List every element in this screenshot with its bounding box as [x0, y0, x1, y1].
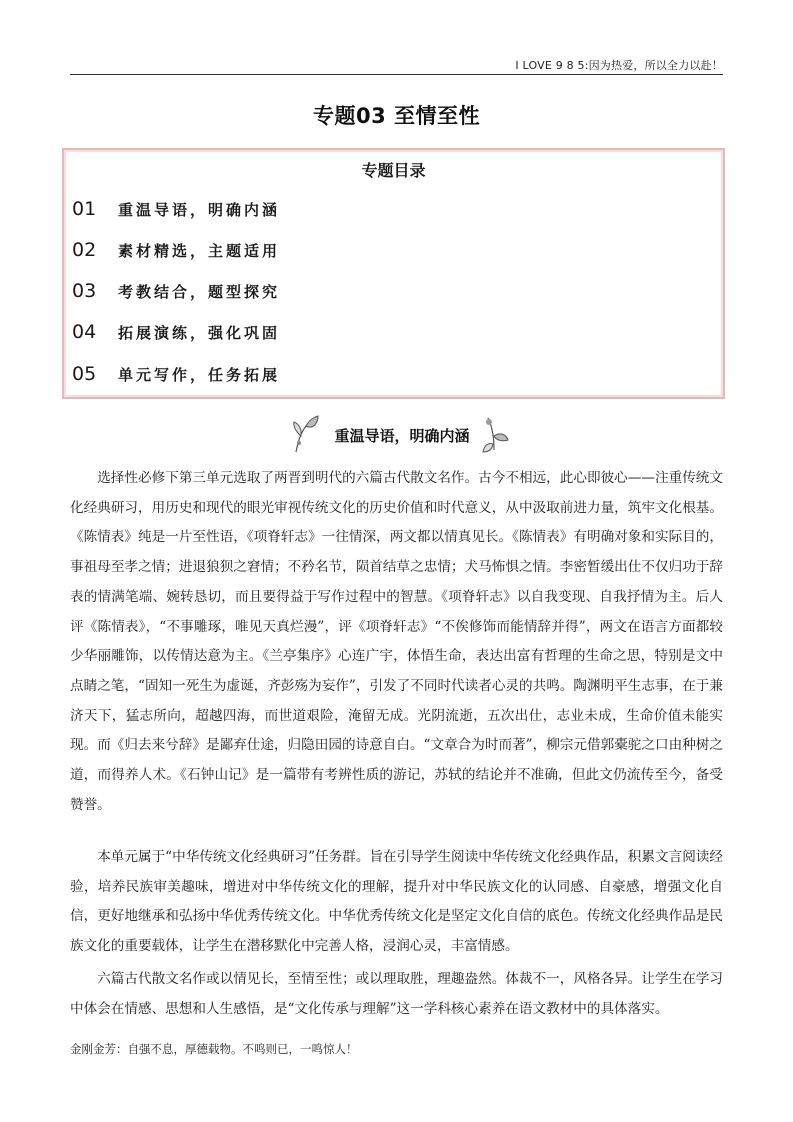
toc-box: [62, 148, 725, 399]
toc-item-number: 05: [72, 363, 97, 385]
header-motto: I LOVE 9 8 5:因为热爱，所以全力以赴！: [515, 59, 723, 72]
toc-item-number: 04: [72, 321, 97, 343]
toc-item-label: 考教结合，题型探究: [118, 282, 281, 301]
leaf-flower-icon: [290, 412, 320, 456]
body-paragraph-2: 本单元属于“中华传统文化经典研习”任务群。旨在引导学生阅读中华传统文化经典作品，积累文言阅读经验，培养民族审美趣味，增进对中华传统文化的理解，提升对中华民族文化的认同感、自豪感，增强文化自信，更好地继承和弘扬中华优秀传统文化。中华优秀传统文化是坚定文化自信的底色。传统文化经典作品是民族文化的重要载体，让学生在潜移默化中完善人格，浸润心灵，丰富情感。: [70, 849, 723, 955]
toc-item-05[interactable]: [72, 361, 280, 387]
toc-item-02[interactable]: [72, 237, 280, 263]
toc-item-number: 03: [72, 280, 97, 302]
header-rule: [70, 74, 723, 75]
toc-item-03[interactable]: [72, 278, 280, 304]
toc-title: 专题目录: [361, 161, 426, 180]
section-title: 重温导语，明确内涵: [334, 427, 470, 445]
toc-item-01[interactable]: [72, 196, 280, 222]
toc-item-number: 02: [72, 239, 97, 261]
toc-item-label: 素材精选，主题适用: [118, 241, 281, 260]
toc-item-label: 拓展演练，强化巩固: [118, 323, 281, 342]
toc-item-label: 重温导语，明确内涵: [118, 200, 281, 219]
toc-item-number: 01: [72, 198, 97, 220]
leaf-flower-icon: [480, 412, 510, 456]
footer-motto: 金刚金芳：自强不息，厚德载物。不鸣则已，一鸣惊人！: [70, 1042, 358, 1056]
section-banner: [290, 412, 510, 456]
body-paragraph-3: 六篇古代散文名作或以情见长，至情至性；或以理取胜，理趣盎然。体裁不一，风格各异。让学生在学习中体会在情感、思想和人生感悟，是“文化传承与理解”这一学科核心素养在语文教材中的具体落实。: [70, 971, 723, 1017]
toc-item-label: 单元写作，任务拓展: [118, 365, 281, 384]
page-title: 专题03 至情至性: [312, 104, 481, 128]
body-paragraph-1: 选择性必修下第三单元选取了两晋到明代的六篇古代散文名作。古今不相远，此心即彼心——注重传统文化经典研习，用历史和现代的眼光审视传统文化的历史价值和时代意义，从中汲取前进力量，筑牢文化根基。《陈情表》纯是一片至性语，《项脊轩志》一往情深，两文都以情真见长。《陈情表》有明确对象和实际目的，事祖母至孝之情；进退狼狈之窘情；不矜名节，陨首结草之忠情；犬马怖惧之情。李密暂缓出仕不仅归功于辞表的情满笔端、婉转恳切，而且要得益于写作过程中的智慧。《项脊轩志》以自我变现、自我抒情为主。后人评《陈情表》，“不事雕琢，唯见天真烂漫”，评《项脊轩志》“不俟修饰而能情辞并得”，两文在语言方面都较少华丽雕饰，以传情达意为主。《兰亭集序》心连广宇，体悟生命，表达出富有哲理的生命之思，特别是文中点睛之笔，“固知一死生为虚诞，齐彭殇为妄作”，引发了不同时代读者心灵的共鸣。陶渊明平生志事，在于兼济天下，猛志所向，超越四海，而世道艰险，淹留无成。光阴流逝，五次出仕，志业未成，生命价值未能实现。而《归去来兮辞》是鄙弃仕途，归隐田园的诗意自白。“文章合为时而著”，柳宗元借郭橐驼之口由种树之道，而得养人术。《石钟山记》是一篇带有考辨性质的游记，苏轼的结论并不准确，但此文仍流传至今，备受赞誉。: [70, 470, 723, 813]
toc-item-04[interactable]: [72, 319, 280, 345]
